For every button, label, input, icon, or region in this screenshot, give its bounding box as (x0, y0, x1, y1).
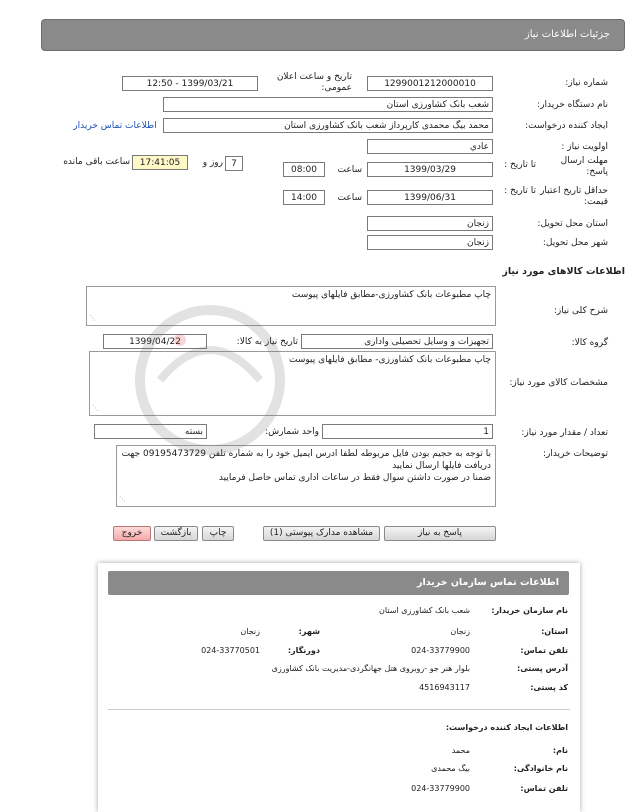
general-desc-area[interactable] (86, 286, 496, 326)
exit-button[interactable]: خروج (113, 526, 151, 541)
deadline-label: مهلت ارسال پاسخ: (560, 156, 608, 177)
buyer-notes-label: توضیحات خریدار: (542, 449, 608, 459)
contact-postal-label: کد پستی: (530, 683, 568, 692)
page-title-bar (41, 19, 625, 51)
contact-card-header (108, 571, 569, 595)
deadline-time-field[interactable]: 08:00 (283, 162, 325, 177)
resize-grip-icon[interactable]: ⋰ (119, 495, 126, 503)
page-title: جزئیات اطلاعات نیاز (524, 29, 610, 40)
attachments-button[interactable]: مشاهده مدارک پیوستی (1) (263, 526, 380, 541)
contact-org-value: شعب بانک کشاورزی استان (379, 606, 470, 615)
buyer-org-field[interactable]: شعب بانک کشاورزی استان (163, 97, 493, 112)
unit-field[interactable]: بسته (94, 424, 207, 439)
contact-address-label: آدرس پستی: (517, 664, 568, 673)
validity-label: حداقل تاریخ اعتبار قیمت: (540, 186, 608, 207)
contact-city-label: شهر: (298, 627, 320, 636)
spec-label: مشخصات کالای مورد نیاز: (509, 378, 608, 388)
goods-group-field[interactable]: تجهیزات و وسایل تحصیلی واداری (301, 334, 493, 349)
buyer-notes-line2: ضمنا در صورت داشتن سوال فقط در ساعات اداری تماس حاصل فرمایید (218, 473, 491, 483)
contact-card-title: اطلاعات تماس سازمان خریدار (416, 577, 559, 588)
creator-first-name-label: نام: (552, 746, 568, 755)
contact-postal-value: 4516943117 (419, 683, 470, 692)
contact-phone-label: تلفن تماس: (520, 646, 568, 655)
contact-fax-label: دورنگار: (287, 646, 320, 655)
resize-grip-icon[interactable]: ⋰ (89, 314, 96, 322)
remaining-time-field: 17:41:05 (132, 155, 188, 170)
general-desc-label: شرح کلی نیاز: (553, 306, 608, 316)
creator-last-name-label: نام خانوادگی: (513, 764, 568, 773)
need-number-label: شماره نیاز: (565, 78, 608, 88)
priority-field[interactable]: عادي (367, 139, 493, 154)
buyer-org-label: نام دستگاه خریدار: (537, 100, 608, 110)
contact-phone-value: 024-33779900 (411, 646, 470, 655)
buyer-notes-area[interactable] (116, 445, 496, 507)
contact-province-label: استان: (541, 627, 568, 636)
announce-label: تاریخ و ساعت اعلان عمومی: (276, 72, 352, 93)
province-field[interactable]: زنجان (367, 216, 493, 231)
goods-group-label: گروه کالا: (571, 338, 608, 348)
creator-section-title: اطلاعات ایجاد کننده درخواست: (445, 723, 568, 732)
spec-text: چاپ مطبوعات بانک کشاورزی- مطابق فایلهای پیوست (289, 355, 491, 365)
deadline-date-field[interactable]: 1399/03/29 (367, 162, 493, 177)
days-field[interactable]: 7 (225, 156, 243, 171)
buyer-contact-card (98, 563, 580, 812)
qty-label: تعداد / مقدار مورد نیاز: (521, 428, 608, 438)
deadline-until-label: تا تاریخ : (504, 160, 536, 170)
remaining-label: ساعت باقی مانده (63, 157, 130, 167)
validity-date-field[interactable]: 1399/06/31 (367, 190, 493, 205)
resize-grip-icon[interactable]: ⋰ (92, 404, 99, 412)
city-field[interactable]: زنجان (367, 235, 493, 250)
qty-field[interactable]: 1 (322, 424, 493, 439)
contact-city-value: زنجان (240, 627, 260, 636)
print-button[interactable]: چاپ (202, 526, 234, 541)
validity-until-label: تا تاریخ : (504, 186, 536, 196)
validity-time-field[interactable]: 14:00 (283, 190, 325, 205)
creator-first-name-value: محمد (451, 746, 470, 755)
days-label: روز و (202, 158, 223, 168)
buyer-notes-line1: با توجه به حجیم بودن فایل مربوطه لطفا ادرس ایمیل خود را به شماره تلفن 09195473729 جهت دریافت فایلها ارسال نمایید (121, 449, 491, 471)
creator-phone-label: تلفن تماس: (520, 784, 568, 793)
spec-area[interactable] (89, 351, 496, 416)
creator-field[interactable]: محمد بیگ محمدی کارپرداز شعب بانک کشاورزی استان (163, 118, 493, 133)
creator-label: ایجاد کننده درخواست: (525, 121, 608, 131)
goods-section-title: اطلاعات کالاهای مورد نیاز (502, 266, 625, 277)
reply-button[interactable]: پاسخ به نیاز (384, 526, 496, 541)
priority-label: اولویت نیاز : (561, 142, 608, 152)
deadline-time-label: ساعت (337, 165, 362, 175)
contact-org-label: نام سازمان خریدار: (491, 606, 568, 615)
buyer-contact-link[interactable]: اطلاعات تماس خریدار (73, 121, 157, 131)
contact-province-value: زنجان (450, 627, 470, 636)
creator-phone-value: 024-33779900 (411, 784, 470, 793)
need-date-label: تاریخ نیاز به کالا: (236, 337, 298, 347)
contact-fax-value: 024-33770501 (201, 646, 260, 655)
validity-time-label: ساعت (337, 193, 362, 203)
creator-last-name-value: بیگ محمدی (431, 764, 470, 773)
back-button[interactable]: بازگشت (154, 526, 198, 541)
unit-label: واحد شمارش: (265, 427, 319, 437)
need-date-field[interactable]: 1399/04/22 (103, 334, 207, 349)
announce-field[interactable]: 1399/03/21 - 12:50 (122, 76, 258, 91)
need-number-field[interactable]: 1299001212000010 (367, 76, 493, 91)
contact-address-value: بلوار هنر جو -روبروی هتل جهانگردی-مدیریت بانک کشاورزی (271, 664, 470, 673)
city-label: شهر محل تحویل: (542, 238, 608, 248)
general-desc-text: چاپ مطبوعات بانک کشاورزی-مطابق فایلهای پیوست (291, 290, 491, 300)
province-label: استان محل تحویل: (537, 219, 608, 229)
contact-divider (108, 709, 570, 710)
